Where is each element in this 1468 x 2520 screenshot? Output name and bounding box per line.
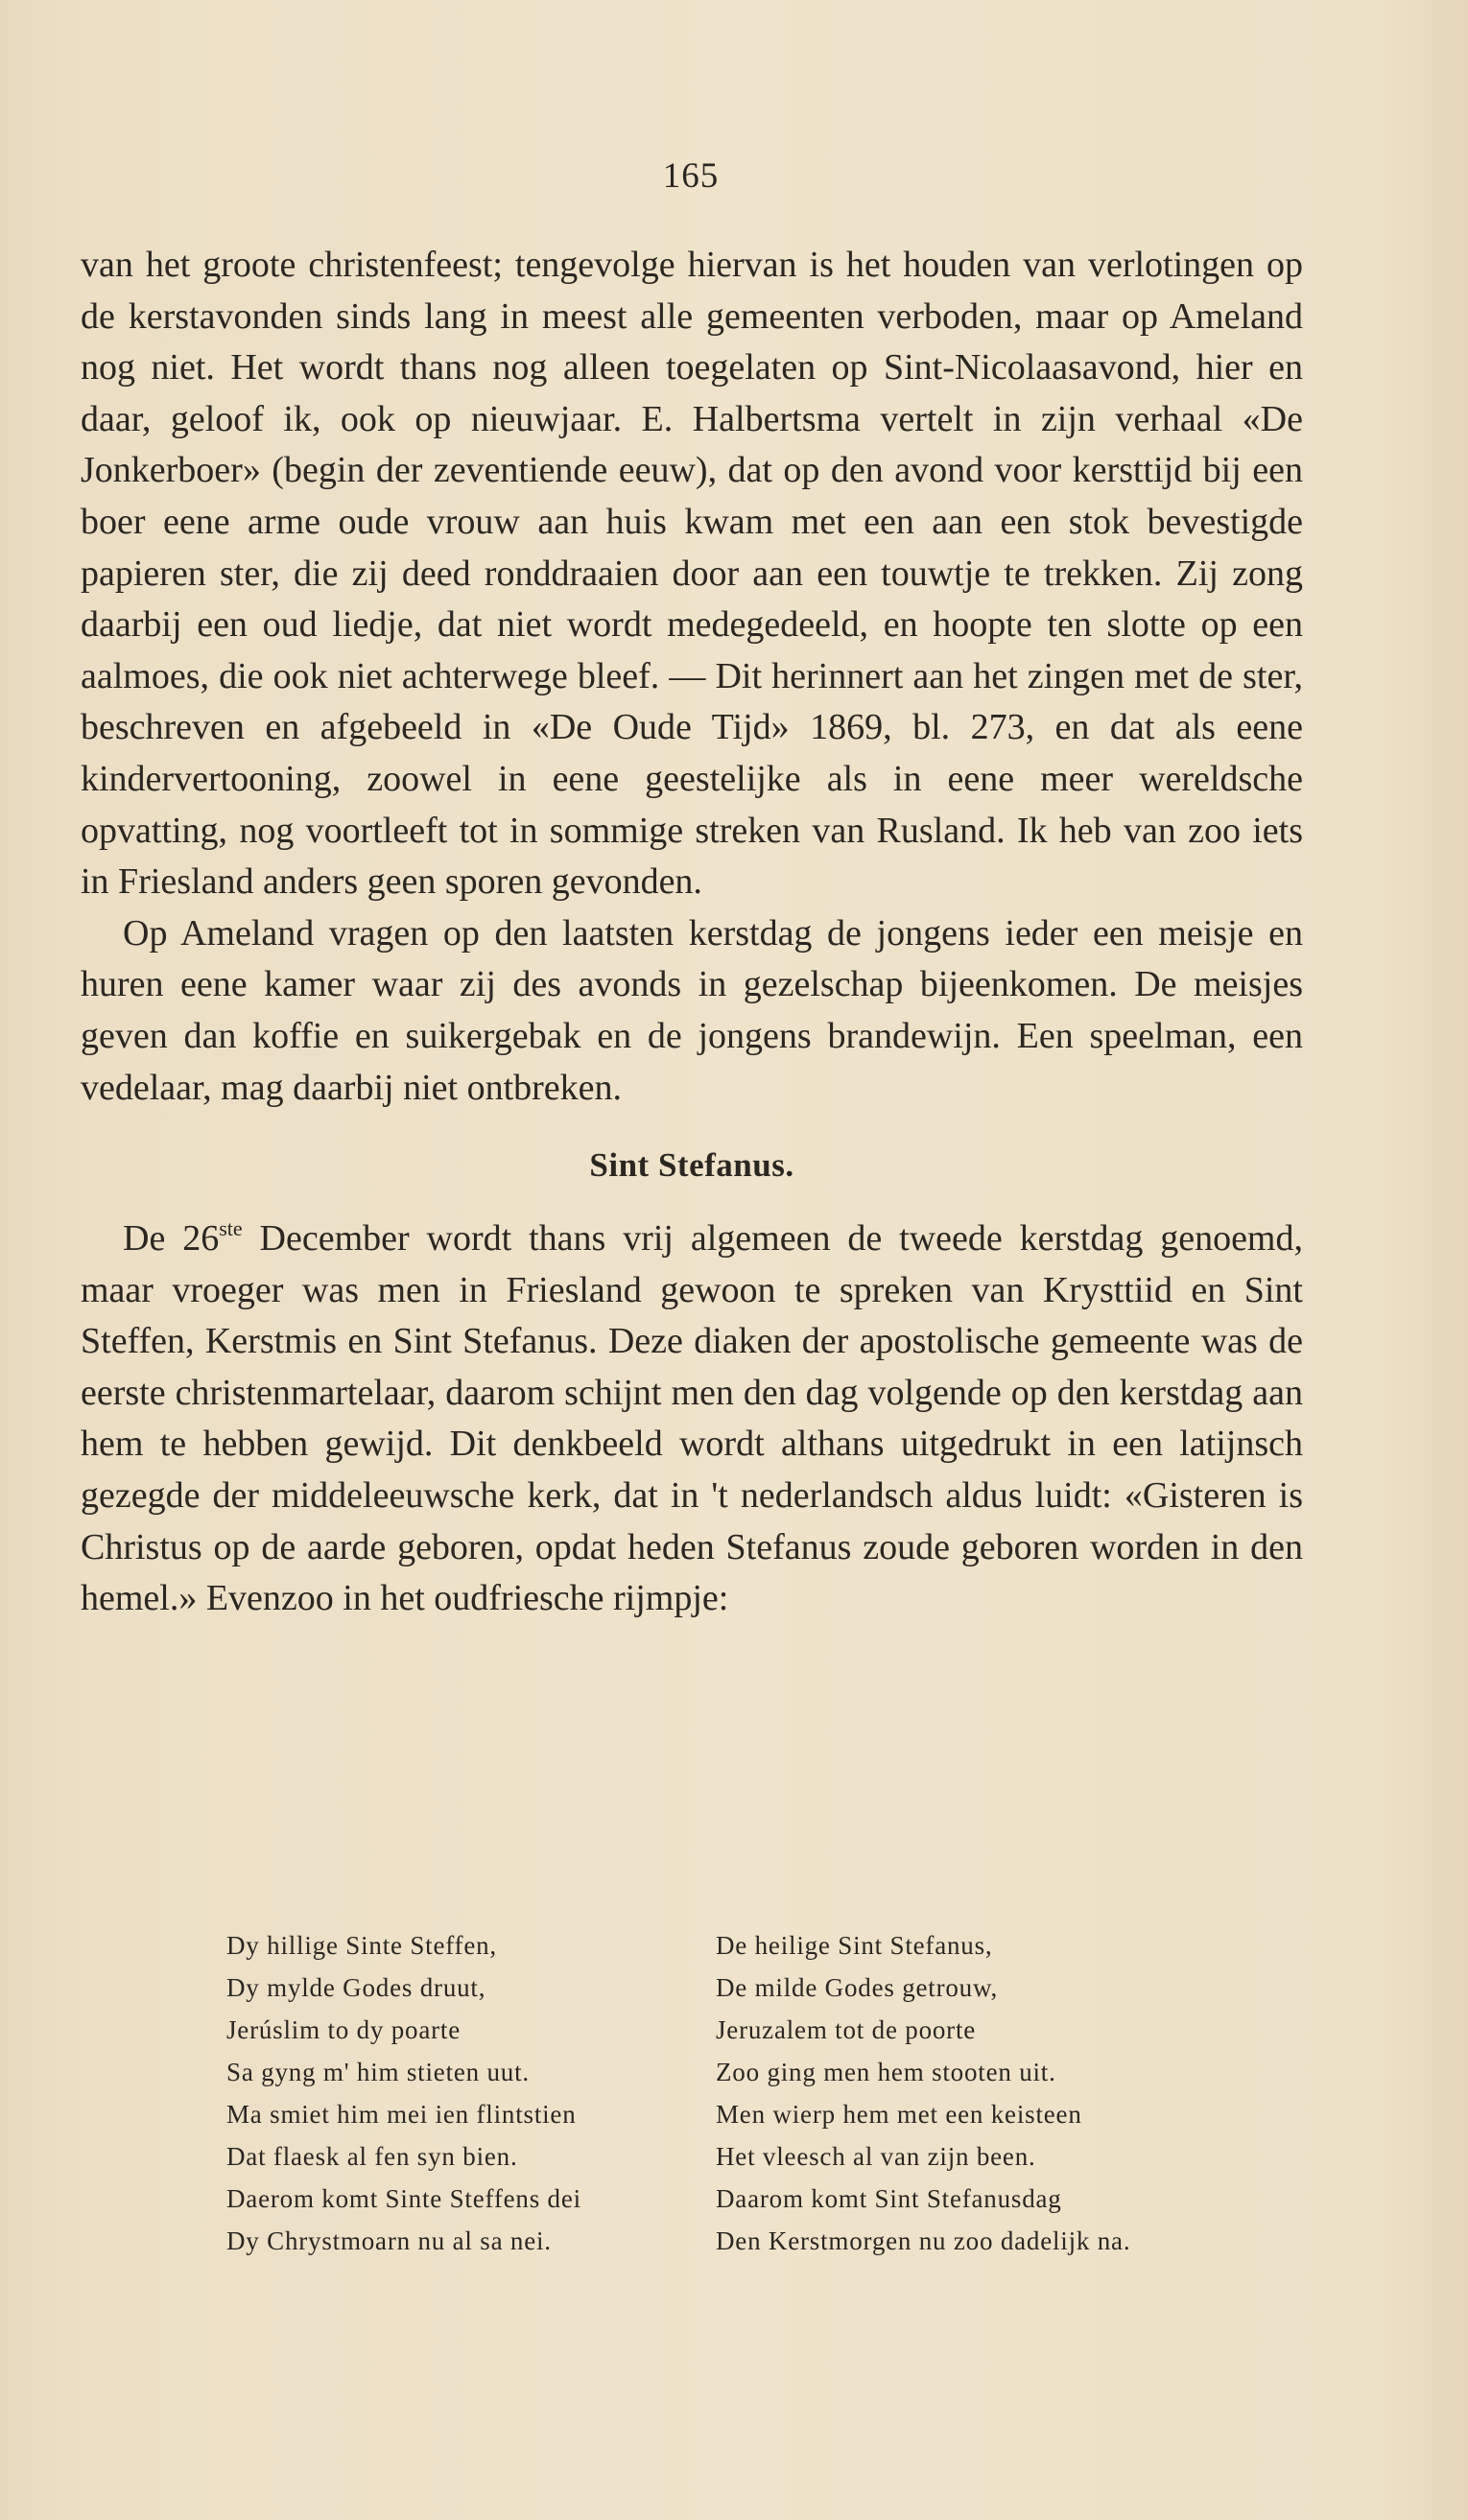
poem-line-dutch: De heilige Sint Stefanus,	[716, 1931, 993, 1960]
poem-line-dutch: Den Kerstmorgen nu zoo dadelijk na.	[716, 2226, 1131, 2255]
poem-line-frisian: Dat flaesk al fen syn bien.	[226, 2142, 518, 2171]
poem-line-frisian: Sa gyng m' him stieten uut.	[226, 2058, 530, 2086]
page-number: 165	[662, 156, 720, 196]
paragraph-verlotingen: van het groote christenfeest; tengevolge hiervan is het houden van verlotingen op de kerstavonden sinds lang in meest alle gemeenten verboden, maar op Ameland nog niet. Het wordt thans nog alleen toegelaten op Sint-Nicolaasavond, hier en daar, geloof ik, ook op nieuwjaar. E. Halbertsma vertelt in zijn verhaal «De Jonkerboer» (begin der zeventiende eeuw), dat op den avond voor kersttijd bij een boer eene arme oude vrouw aan huis kwam met een aan een stok bevestigde papieren ster, die zij deed ronddraaien door aan een touwtje te trekken. Zij zong daarbij een oud liedje, dat niet wordt medegedeeld, en hoopte ten slotte op een aalmoes, die ook niet achterwege bleef. — Dit herinnert aan het zingen met de ster, beschreven en afgebeeld in «De Oude Tijd» 1869, bl. 273, en dat als eene kindervertooning, zoowel in eene geestelijke als in eene meer wereldsche opvatting, nog voortleeft tot in sommige streken van Rusland. Ik heb van zoo iets in Friesland anders geen sporen gevonden.	[81, 245, 1303, 903]
poem-line-frisian: Dy hillige Sinte Steffen,	[226, 1931, 497, 1960]
poem-line-frisian: Dy Chrystmoarn nu al sa nei.	[226, 2226, 552, 2255]
poem-line-frisian: Dy mylde Godes druut,	[226, 1973, 486, 2002]
poem-line-dutch: Het vleesch al van zijn been.	[716, 2142, 1036, 2171]
poem-line-frisian: Ma smiet him mei ien flintstien	[226, 2100, 577, 2129]
paragraph-lead: De 26	[123, 1218, 220, 1260]
poem-line-dutch: De milde Godes getrouw,	[716, 1973, 999, 2002]
poem-dutch-column	[716, 1924, 1196, 2262]
poem-line-dutch: Daarom komt Sint Stefanusdag	[716, 2184, 1062, 2213]
body-text	[81, 240, 1303, 1625]
paragraph-text: December wordt thans vrij algemeen de tweede kerstdag genoemd, maar vroeger was men in Friesland gewoon te spreken van Krysttiid en Sint Steffen, Kerstmis en Sint Stefanus. Deze diaken der apostolische gemeente was de eerste christenmartelaar, daarom schijnt men den dag volgende op den kerstdag aan hem te hebben gewijd. Dit denkbeeld wordt althans uitgedrukt in een latijnsch gezegde der middeleeuwsche kerk, dat in 't nederlandsch aldus luidt: «Gisteren is Christus op de aarde geboren, opdat heden Stefanus zoude geboren worden in den hemel.» Evenzoo in het oudfriesche rijmpje:	[81, 1218, 1303, 1619]
poem-line-dutch: Jeruzalem tot de poorte	[716, 2015, 977, 2044]
poem-line-dutch: Men wierp hem met een keisteen	[716, 2100, 1082, 2129]
paragraph-sint-stefanus	[81, 1213, 1303, 1625]
poem	[226, 1924, 1196, 2262]
poem-line-frisian: Daerom komt Sinte Steffens dei	[226, 2184, 581, 2213]
poem-frisian-column	[226, 1924, 677, 2262]
poem-line-dutch: Zoo ging men hem stooten uit.	[716, 2058, 1056, 2086]
ordinal-superscript: ste	[219, 1216, 243, 1241]
section-heading: Sint Stefanus.	[589, 1146, 794, 1185]
paragraph-ameland: Op Ameland vragen op den laatsten kerstdag de jongens ieder een meisje en huren eene kamer waar zij des avonds in gezelschap bijeenkomen. De meisjes geven dan koffie en suikergebak en de jongens brandewijn. Een speelman, een vedelaar, mag daarbij niet ontbreken.	[81, 912, 1303, 1108]
poem-line-frisian: Jerúslim to dy poarte	[226, 2015, 462, 2044]
